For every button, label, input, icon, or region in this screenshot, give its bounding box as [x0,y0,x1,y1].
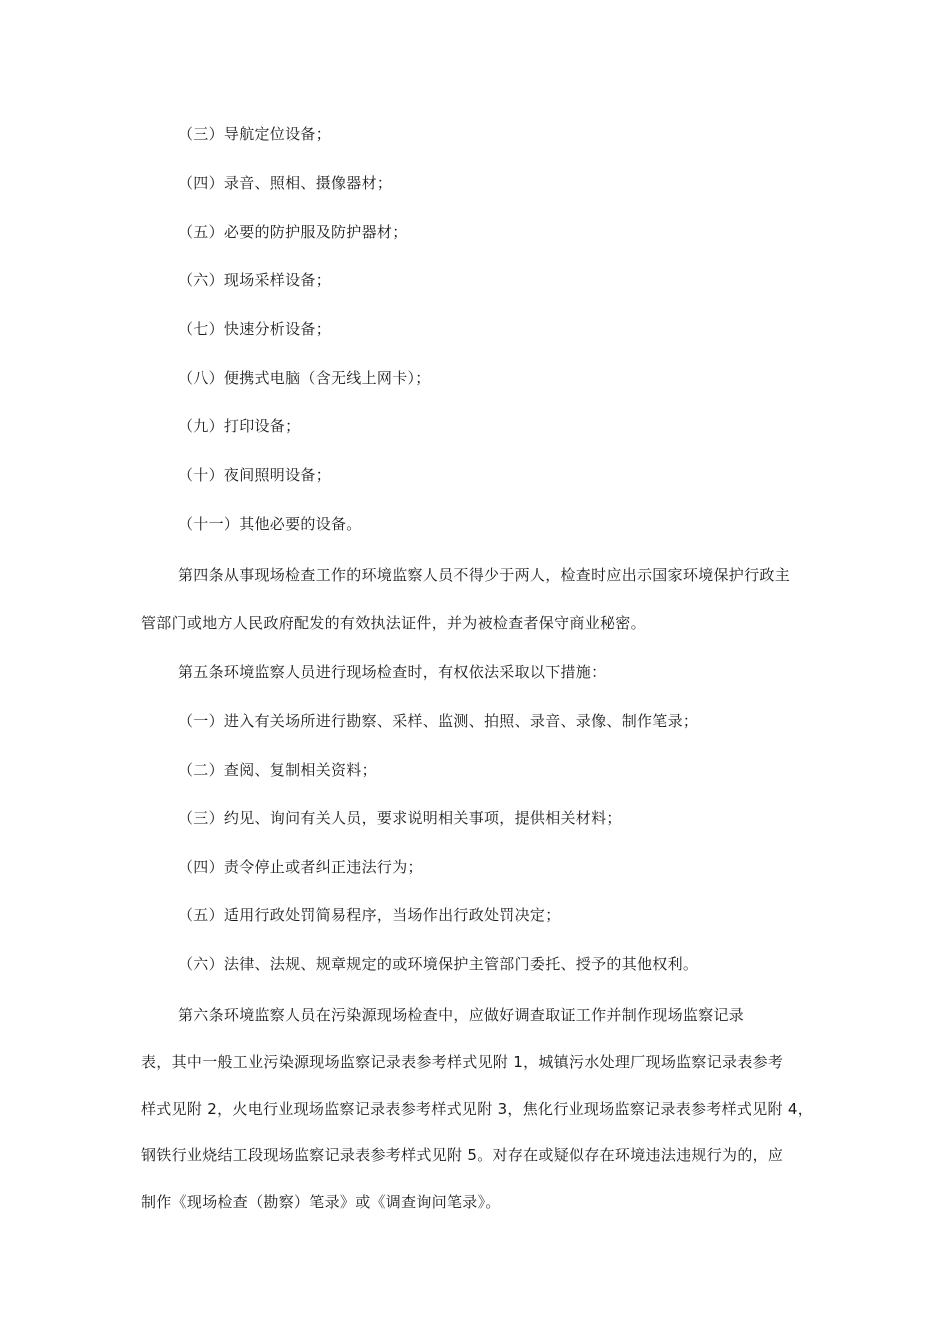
equipment-item: （九）打印设备； [178,417,301,435]
article6-line: 表，其中一般工业污染源现场监察记录表参考样式见附 1，城镇污水处理厂现场监察记录表参考 [141,1053,784,1071]
equipment-item: （五）必要的防护服及防护器材； [178,223,408,241]
article4-line: 第四条从事现场检查工作的环境监察人员不得少于两人，检查时应出示国家环境保护行政主 [178,566,791,584]
equipment-item: （四）录音、照相、摄像器材； [178,174,393,192]
article6-line: 第六条环境监察人员在污染源现场检查中，应做好调查取证工作并制作现场监察记录 [178,1006,745,1024]
article5-item: （五）适用行政处罚简易程序，当场作出行政处罚决定； [178,906,561,924]
article6-line: 制作《现场检查（勘察）笔录》或《调查询问笔录》。 [141,1193,501,1211]
equipment-item: （三）导航定位设备； [178,125,332,143]
article5-item: （三）约见、询问有关人员，要求说明相关事项，提供相关材料； [178,809,622,827]
equipment-item: （八）便携式电脑（含无线上网卡）； [178,369,431,387]
article5-intro: 第五条环境监察人员进行现场检查时，有权依法采取以下措施： [178,663,607,681]
article5-item: （四）责令停止或者纠正违法行为； [178,858,423,876]
equipment-item: （六）现场采样设备； [178,271,332,289]
article4-line: 管部门或地方人民政府配发的有效执法证件，并为被检查者保守商业秘密。 [141,614,646,632]
equipment-item: （七）快速分析设备； [178,320,332,338]
equipment-item: （十）夜间照明设备； [178,466,332,484]
article5-item: （二）查阅、复制相关资料； [178,761,377,779]
equipment-item: （十一）其他必要的设备。 [178,515,362,533]
article5-item: （一）进入有关场所进行勘察、采样、监测、拍照、录音、录像、制作笔录； [178,712,699,730]
article6-line: 钢铁行业烧结工段现场监察记录表参考样式见附 5。对存在或疑似存在环境违法违规行为的，应 [141,1146,784,1164]
article5-item: （六）法律、法规、规章规定的或环境保护主管部门委托、授予的其他权利。 [178,955,699,973]
article6-line: 样式见附 2，火电行业现场监察记录表参考样式见附 3，焦化行业现场监察记录表参考样式见附 4， [141,1100,814,1118]
